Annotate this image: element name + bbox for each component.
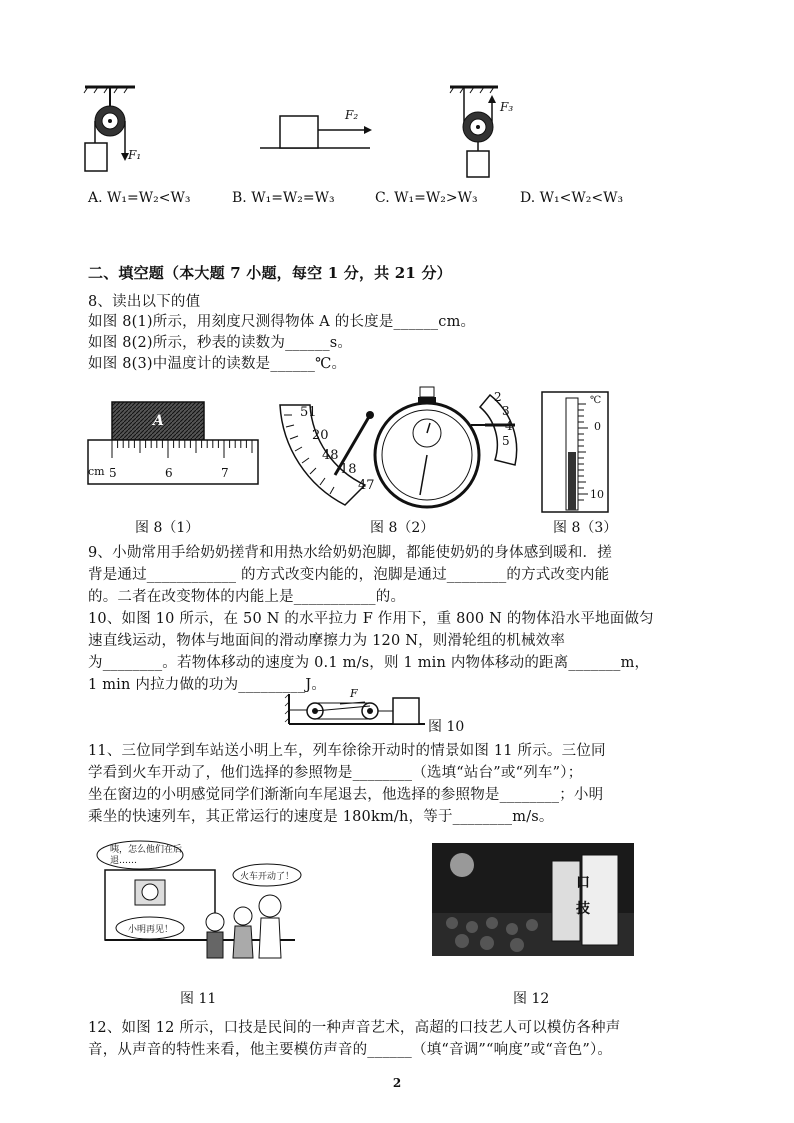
option-c: C. W₁=W₂>W₃: [375, 190, 478, 206]
fig11-caption: 图 11: [180, 991, 217, 1007]
ruler-label-5: 5: [109, 466, 117, 480]
fig8-3-caption: 图 8（3）: [553, 520, 618, 536]
cartoon-bubble-3: 小明再见！: [128, 925, 174, 935]
movable-pulley-figure: [450, 85, 530, 180]
pulley-block-figure: [285, 690, 435, 730]
ruler-label-7: 7: [221, 466, 229, 480]
q8-title: 8、读出以下的值: [88, 294, 201, 310]
q9-line3: 的。二者在改变物体的内能上是___________的。: [88, 589, 406, 605]
section-heading: 二、填空题（本大题 7 小题，每空 1 分，共 21 分）: [88, 264, 452, 282]
fixed-pulley-figure: [80, 85, 160, 180]
dial-label-18: 18: [340, 462, 357, 477]
dial-label-47: 47: [358, 478, 375, 493]
q12-line1: 12、如图 12 所示，口技是民间的一种声音艺术，高超的口技艺人可以模仿各种声: [88, 1020, 621, 1036]
fig8-2-caption: 图 8（2）: [370, 520, 435, 536]
option-a: A. W₁=W₂<W₃: [88, 190, 191, 206]
fig10-caption: 图 10: [428, 719, 465, 735]
ruler-label-6: 6: [165, 466, 173, 480]
q11-line1: 11、三位同学到车站送小明上车，列车徐徐开动时的情景如图 11 所示。三位同: [88, 743, 606, 759]
thermometer-label-0: 0: [594, 420, 601, 433]
q10-line3: 为________。若物体移动的速度为 0.1 m/s，则 1 min 内物体移动的距离_______m，: [88, 655, 650, 671]
vocal-mimicry-photo: [432, 843, 634, 956]
q8-line2: 如图 8(2)所示，秒表的读数为______s。: [88, 335, 353, 351]
q10-line1: 10、如图 10 所示，在 50 N 的水平拉力 F 作用下，重 800 N 的物体沿水平地面做匀: [88, 611, 654, 627]
fig8-1-caption: 图 8（1）: [135, 520, 200, 536]
q11-line2: 学看到火车开动了，他们选择的参照物是________（选填“站台”或“列车”）；: [88, 765, 583, 781]
subdial-label-3: 3: [502, 404, 510, 418]
q9-line1: 9、小勋常用手给奶奶搓背和用热水给奶奶泡脚，都能使奶奶的身体感到暖和．搓: [88, 545, 612, 561]
fig12-sign: 口技: [576, 875, 590, 917]
block-label-a: A: [153, 413, 164, 429]
q12-line2: 音，从声音的特性来看，他主要模仿声音的______（填“音调”“响度”或“音色”）。: [88, 1042, 613, 1058]
thermometer-label-10: 10: [590, 488, 604, 501]
q10-line4: 1 min 内拉力做的功为_________J。: [88, 677, 327, 693]
force-label-f1: F₁: [128, 148, 142, 162]
option-d: D. W₁<W₂<W₃: [520, 190, 624, 206]
force-label-f3: F₃: [500, 100, 514, 114]
fig10-force-label: F: [350, 687, 358, 700]
page-number: 2: [392, 1076, 402, 1090]
option-b: B. W₁=W₂=W₃: [232, 190, 335, 206]
subdial-label-4: 4: [505, 419, 513, 433]
ruler-unit: cm: [88, 465, 105, 478]
dial-label-48: 48: [322, 448, 339, 463]
dial-label-20: 20: [312, 428, 329, 443]
q8-line1: 如图 8(1)所示，用刻度尺测得物体 A 的长度是______cm。: [88, 314, 476, 330]
subdial-label-5: 5: [502, 434, 510, 448]
q11-line4: 乘坐的快速列车，其正常运行的速度是 180km/h，等于________m/s。: [88, 809, 554, 825]
q10-line2: 速直线运动，物体与地面间的滑动摩擦力为 120 N，则滑轮组的机械效率: [88, 633, 566, 649]
q8-line3: 如图 8(3)中温度计的读数是______℃。: [88, 356, 347, 372]
cartoon-bubble-2: 火车开动了！: [240, 872, 295, 882]
dial-label-51: 51: [300, 405, 317, 420]
horizontal-pull-figure: [250, 110, 390, 155]
thermometer-unit: ℃: [590, 395, 602, 406]
subdial-label-2: 2: [494, 390, 502, 404]
force-label-f2: F₂: [345, 108, 359, 122]
cartoon-bubble-1: 咦，怎么他们在后退……: [110, 845, 183, 866]
q11-line3: 坐在窗边的小明感觉同学们渐渐向车尾退去，他选择的参照物是________；小明: [88, 787, 604, 803]
q9-line2: 背是通过____________ 的方式改变内能的，泡脚是通过________的方式改变内能: [88, 567, 610, 583]
fig12-caption: 图 12: [513, 991, 550, 1007]
